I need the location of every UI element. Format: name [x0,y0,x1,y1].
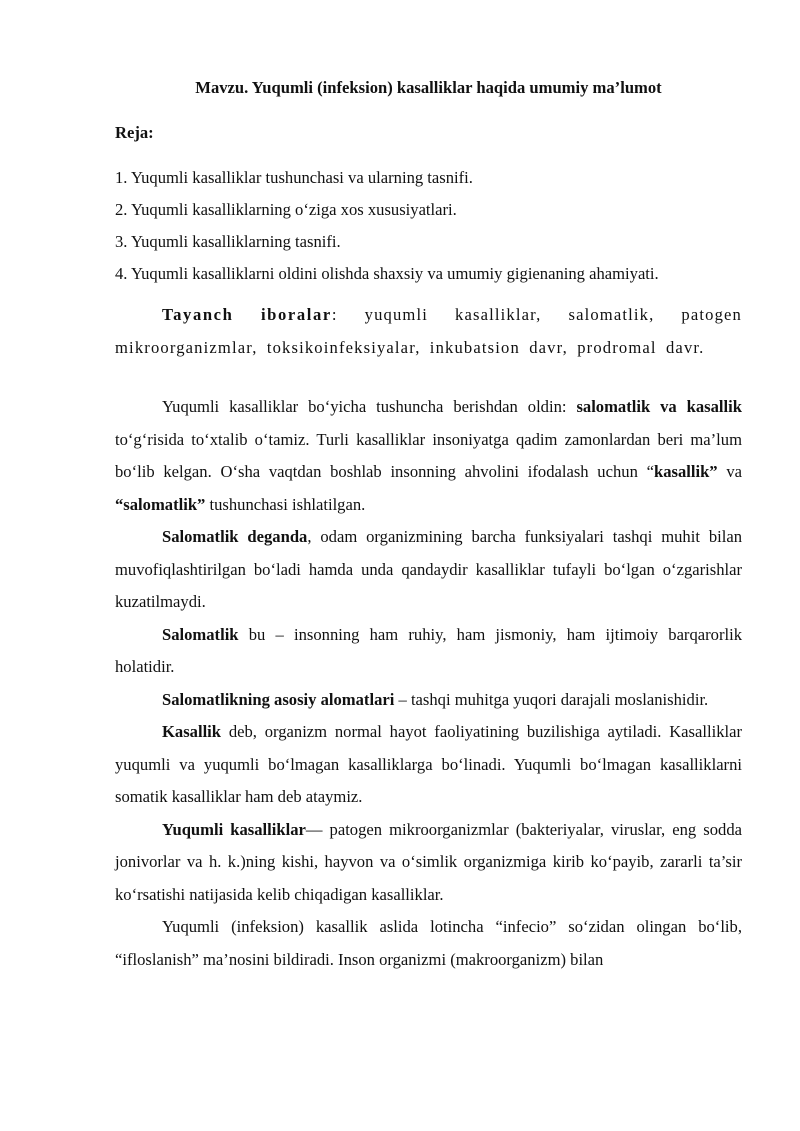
paragraph-health-state [115,619,742,684]
paragraph-health-signs [115,684,742,717]
paragraph-infection-origin: Yuqumli (infeksion) kasallik aslida lotincha “infecio” so‘zidan olingan bo‘lib, “ifloslanish” ma’nosini bildiradi. Inson organizmi (makroorganizm) bilan [115,917,742,969]
paragraph-intro [115,391,742,521]
text-run: va [717,462,743,481]
plan-item: 2. Yuqumli kasalliklarning o‘ziga xos xususiyatlari. [115,200,457,219]
bold-term: Yuqumli kasalliklar [162,819,306,839]
keywords-text: : yuqumli kasalliklar, salomatlik, patogen mikroorganizmlar, toksikoinfeksiyalar, inkubatsion davr, prodromal davr. [115,305,743,357]
text-run: to‘g‘risida to‘xtalib o‘tamiz. Turli kasalliklar insoniyatga qadim zamonlardan beri ma’lum bo‘lib kelgan. O‘sha vaqtdan boshlab insonning ahvolini ifodalash uchun “ [115,429,742,481]
plan-item: 1. Yuqumli kasalliklar tushunchasi va ularning tasnifi. [115,168,473,187]
text-run: bu – insonning ham ruhiy, ham jismoniy, ham ijtimoiy barqarorlik holatidir. [115,624,742,676]
text-run: – tashqi muhitga yuqori darajali moslanishidir. [394,689,709,709]
document-title: Mavzu. Yuqumli (infeksion) kasalliklar haqida umumiy ma’lumot [195,78,662,97]
paragraph-health-definition [115,521,742,619]
bold-term: Kasallik [162,722,222,741]
bold-term: Salomatlik deganda [162,527,308,546]
bold-term: “salomatlik” [115,494,206,514]
paragraph-disease-definition [115,716,742,814]
bold-term: Salomatlik [162,624,239,644]
bold-term: kasallik” [653,462,718,481]
plan-item: 4. Yuqumli kasalliklarni oldini olishda shaxsiy va umumiy gigienaning ahamiyati. [115,264,659,283]
plan-heading: Reja: [115,123,154,142]
text-run: deb, organizm normal hayot faoliyatining buzilishiga aytiladi. Kasalliklar yuqumli va yuqumli bo‘lmagan kasalliklarga bo‘linadi. Yuqumli bo‘lmagan kasalliklarni somatik kasalliklar ham deb ataymiz. [115,722,742,806]
bold-term: Salomatlikning asosiy alomatlari [162,689,395,709]
plan-list [115,162,742,290]
text-run: , odam organizmining barcha funksiyalari tashqi muhit bilan muvofiqlashtirilgan bo‘ladi hamda unda qandaydir kasalliklar tufayli bo‘lgan o‘zgarishlar kuzatilmaydi. [115,527,742,611]
text-run: tushunchasi ishlatilgan. [205,494,366,514]
text-run: — patogen mikroorganizmlar (bakteriyalar, viruslar, eng sodda jonivorlar va h. k.)ning kishi, hayvon va o‘simlik organizmiga kirib ko‘payib, zararli ta’sir ko‘rsatishi natijasida kelib chiqadigan kasalliklar. [115,819,742,904]
keywords-label: Tayanch iboralar [162,305,332,324]
paragraph-infectious-diseases [115,814,742,912]
bold-term: salomatlik va kasallik [576,397,742,416]
keywords-paragraph [115,298,742,364]
plan-item: 3. Yuqumli kasalliklarning tasnifi. [115,232,341,251]
text-run: Yuqumli kasalliklar bo‘yicha tushuncha berishdan oldin: [162,397,577,416]
